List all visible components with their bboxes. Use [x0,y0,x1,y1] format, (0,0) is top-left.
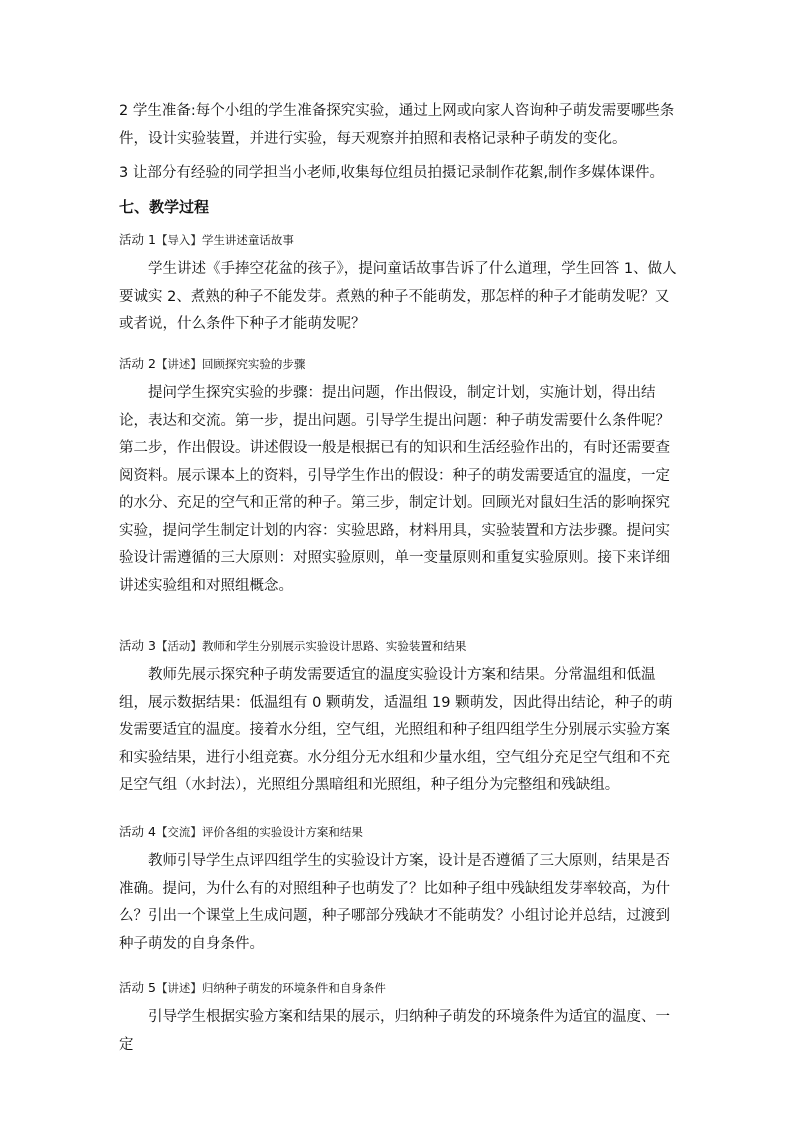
activity-title: 学生讲述童话故事 [201,233,294,247]
activity-tag: 【导入】 [155,233,202,247]
activity-4-body: 教师引导学生点评四组学生的实验设计方案，设计是否遵循了三大原则，结果是否准确。提问，为什么有的对照组种子也萌发了？比如种子组中残缺组发芽率较高，为什么？引出一个课堂上生成问题，种子哪部分残缺才不能萌发？小组讨论并总结，过渡到种子萌发的自身条件。 [119,853,670,952]
activity-number: 活动 2 [119,356,156,371]
activity-2-body: 提问学生探究实验的步骤：提出问题，作出假设，制定计划，实施计划，得出结论，表达和交流。第一步，提出问题。引导学生提出问题：种子萌发需要什么条件呢？第二步，作出假设。讲述假设一般是根据已有的知识和生活经验作出的，有时还需要查阅资料。展示课本上的资料，引导学生作出的假设：种子的萌发需要适宜的温度，一定的水分、充足的空气和正常的种子。第三步，制定计划。回顾光对鼠妇生活的影响探究实验，提问学生制定计划的内容：实验思路，材料用具，实验装置和方法步骤。提问实验设计需遵循的三大原则：对照实验原则，单一变量原则和重复实验原则。接下来详细讲述实验组和对照组概念。 [119,385,670,594]
activity-title: 归纳种子萌发的环境条件和自身条件 [201,981,386,995]
activity-number: 活动 5 [119,980,156,995]
activity-tag: 【讲述】 [155,981,202,995]
activity-5-body: 引导学生根据实验方案和结果的展示，归纳种子萌发的环境条件为适宜的温度、一定 [119,1009,670,1053]
activity-3-body: 教师先展示探究种子萌发需要适宜的温度实验设计方案和结果。分常温组和低温组，展示数据结果：低温组有 0 颗萌发，适温组 19 颗萌发，因此得出结论，种子的萌发需要适宜的温度。接着水分组，空气组，光照组和种子组四组学生分别展示实验方案和实验结果，进行小组竞赛。水分组分无水组和少量水组，空气组分充足空气组和不充足空气组（水封法），光照组分黑暗组和光照组，种子组分为完整组和残缺组。 [119,667,673,793]
activity-tag: 【讲述】 [155,357,202,371]
activity-3-heading [119,636,466,654]
activity-title: 评价各组的实验设计方案和结果 [201,825,363,839]
activity-2-heading [119,354,305,372]
activity-number: 活动 4 [119,824,156,839]
section-heading: 七、教学过程 [119,198,210,216]
activity-title: 教师和学生分别展示实验设计思路、实验装置和结果 [201,639,467,653]
prep-item-3: 3 让部分有经验的同学担当小老师,收集每位组员拍摄记录制作花絮,制作多媒体课件。 [119,165,665,181]
activity-tag: 【活动】 [155,639,202,653]
activity-title: 回顾探究实验的步骤 [201,357,306,371]
activity-1-body: 学生讲述《手捧空花盆的孩子》，提问童话故事告诉了什么道理，学生回答 1、做人要诚实 2、煮熟的种子不能发芽。煮熟的种子不能萌发，那怎样的种子才能萌发呢？又或者说，什么条件下种子才能萌发呢？ [119,261,677,332]
activity-4-heading [119,822,363,840]
activity-number: 活动 3 [119,638,156,653]
activity-1-heading [119,230,294,248]
activity-number: 活动 1 [119,232,156,247]
activity-5-heading [119,978,386,996]
prep-item-2: 2 学生准备:每个小组的学生准备探究实验，通过上网或向家人咨询种子萌发需要哪些条件，设计实验装置，并进行实验，每天观察并拍照和表格记录种子萌发的变化。 [119,103,675,147]
activity-tag: 【交流】 [155,825,202,839]
